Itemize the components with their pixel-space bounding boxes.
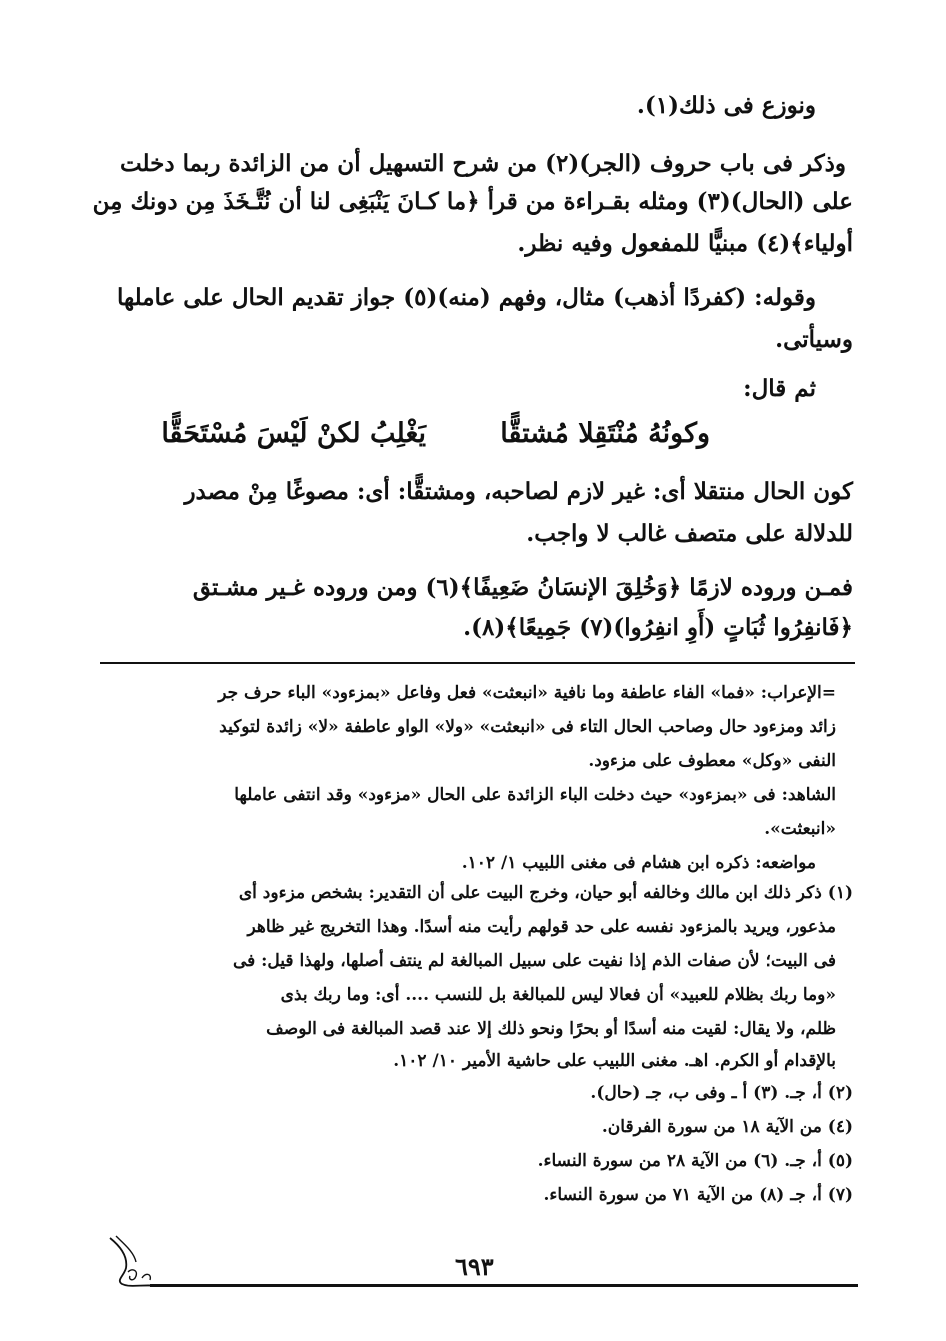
main-line-11: ﴿فَانفِرُوا ثُبَاتٍ (أَوِ انفِرُوا)(٧) جَمِيعًا﴾(٨). [463, 614, 853, 641]
main-line-10: فمـن وروده لازمًا ﴿وَخُلِقَ الإنسَانُ ضَعِيفًا﴾(٦) ومن وروده غـير مشـتق [192, 574, 853, 601]
footnote-line-6: مواضعه: ذكره ابن هشام فى مغنى اللبيب ١/ ١٠٢. [461, 853, 816, 873]
footnote-separator [100, 662, 855, 664]
main-line-9: للدلالة على متصف غالب لا واجب. [526, 520, 853, 547]
footnote-line-7: (١) ذكر ذلك ابن مالك وخالفه أبو حيان، وخرج البيت على أن التقدير: بشخص مزءود أى [238, 883, 853, 903]
footnote-line-10: «وما ربك بظلام للعبيد» أن فعالا ليس للمبالغة بل للنسب .... أى: وما ربك بذى [280, 985, 836, 1005]
footnote-line-14: (٤) من الآية ١٨ من سورة الفرقان. [601, 1117, 853, 1137]
footnote-line-3: النفى «وكل» معطوف على مزءود. [588, 751, 836, 771]
footnote-line-15: (٥) أ، جـ. (٦) من الآية ٢٨ من سورة النساء. [537, 1151, 853, 1171]
footnote-line-11: ظلم، ولا يقال: لقيت منه أسدًا أو بحرًا ونحو ذلك إلا عند قصد المبالغة فى الوصف [266, 1019, 836, 1039]
main-line-1: ونوزع فى ذلك(١). [636, 92, 816, 119]
verse-first-hemistich: وكونُهُ مُنْتَقِلا مُشتقًّا [500, 418, 710, 449]
main-line-2: وذكر فى باب حروف (الجر)(٢) من شرح التسهيل أن من الزائدة ربما دخلت [119, 150, 846, 177]
footnote-line-5: «انبعثت». [764, 819, 836, 839]
verse-second-hemistich: يَغْلِبُ لكنْ لَيْسَ مُسْتَحَقًّا [161, 418, 426, 449]
main-line-4: أولياء﴾(٤) مبنيًّا للمفعول وفيه نظر. [517, 230, 853, 257]
footnote-line-4: الشاهد: فى «بمزءود» حيث دخلت الباء الزائدة على الحال «مزءود» وقد انتفى عاملها [234, 785, 836, 805]
footnote-line-9: فى البيت؛ لأن صفات الذم إذا نفيت على سبيل المبالغة لم ينتف أصلها، ولهذا قيل: فى [232, 951, 836, 971]
main-line-7: ثم قال: [743, 375, 816, 402]
footnote-line-1: =الإعراب: «فما» الفاء عاطفة وما نافية «انبعثت» فعل وفاعل «بمزءود» الباء حرف جر [218, 683, 836, 703]
main-line-5: وقوله: (كفردًا أذهب) مثال، وفهم (منه)(٥) جواز تقديم الحال على عاملها [117, 284, 816, 311]
footnote-line-8: مذعور، ويريد بالمزءود نفسه على حد قولهم رأيت منه أسدًا. وهذا التخريج غير ظاهر [247, 917, 836, 937]
footnote-line-13: (٢) أ، جـ. (٣) أ ـ وفى ب، جـ (حال). [590, 1083, 853, 1103]
page-number: ٦٩٣ [455, 1252, 494, 1281]
footnote-line-16: (٧) أ، جـ (٨) من الآية ٧١ من سورة النساء. [543, 1185, 853, 1205]
footnote-line-2: زائد ومزءود حال وصاحب الحال التاء فى «انبعثت» «ولا» الواو عاطفة «لا» زائدة لتوكيد [219, 717, 836, 737]
bottom-rule [150, 1284, 858, 1287]
main-line-8: كون الحال منتقلا أى: غير لازم لصاحبه، ومشتقًّا: أى: مصوغًا مِنْ مصدر [184, 478, 853, 505]
main-line-3: على (الحال)(٣) ومثله بقـراءة من قرأ ﴿ما كـانَ يَنْبَغِى لنا أن نُتَّـخَذَ مِن دونك مِن [92, 188, 853, 215]
main-line-6: وسيأتى. [775, 326, 853, 353]
handwritten-signature-icon [102, 1232, 172, 1292]
footnote-line-12: بالإقدام أو الكرم. اهـ. مغنى اللبيب على حاشية الأمير ١٠/ ١٠٢. [393, 1051, 836, 1071]
